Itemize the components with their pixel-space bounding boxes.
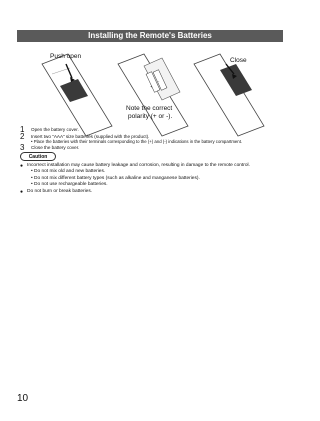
caution-list — [20, 163, 292, 195]
svg-text:+: + — [150, 84, 153, 89]
caution-text: Do not burn or break batteries. — [27, 188, 93, 194]
svg-text:-: - — [158, 78, 160, 83]
caution-sub-item: • Do not mix old and new batteries. — [31, 169, 106, 175]
label-push-open: Push open — [50, 53, 82, 60]
remote-close-step — [194, 54, 264, 136]
label-note-line2: polarity (+ or -). — [128, 113, 173, 120]
bullet-icon: ● — [20, 163, 24, 169]
step-number: 2 — [20, 132, 25, 141]
step-number: 3 — [20, 143, 25, 152]
caution-item — [20, 189, 292, 195]
step-number: 1 — [20, 125, 25, 134]
step-text: Insert two "AAA" size batteries (supplied with the product). — [31, 134, 150, 139]
caution-badge: Caution — [20, 152, 56, 161]
caution-sub-item: • Do not use rechargeable batteries. — [31, 182, 108, 188]
label-close: Close — [230, 57, 247, 64]
steps-list — [20, 126, 290, 151]
step-text: Open the battery cover. — [31, 127, 79, 132]
step-text: Close the battery cover. — [31, 145, 80, 150]
remote-insert-step — [118, 54, 188, 136]
bullet-icon: ● — [20, 188, 24, 195]
caution-text: Incorrect installation may cause battery leakage and corrosion, resulting in damage to the remote control. — [27, 163, 250, 168]
remote-open-step — [42, 53, 112, 136]
label-note-line1: Note the correct — [126, 105, 173, 112]
step-2-note: • Place the batteries with their terminals corresponding to the (+) and (-) indications in the battery compartment. — [31, 139, 243, 144]
caution-sub-item: • Do not mix different battery types (such as alkaline and manganese batteries). — [31, 175, 200, 181]
page-number: 10 — [17, 393, 29, 404]
step-3 — [20, 144, 290, 151]
step-1 — [20, 126, 290, 133]
section-title: Installing the Remote's Batteries — [17, 30, 283, 42]
